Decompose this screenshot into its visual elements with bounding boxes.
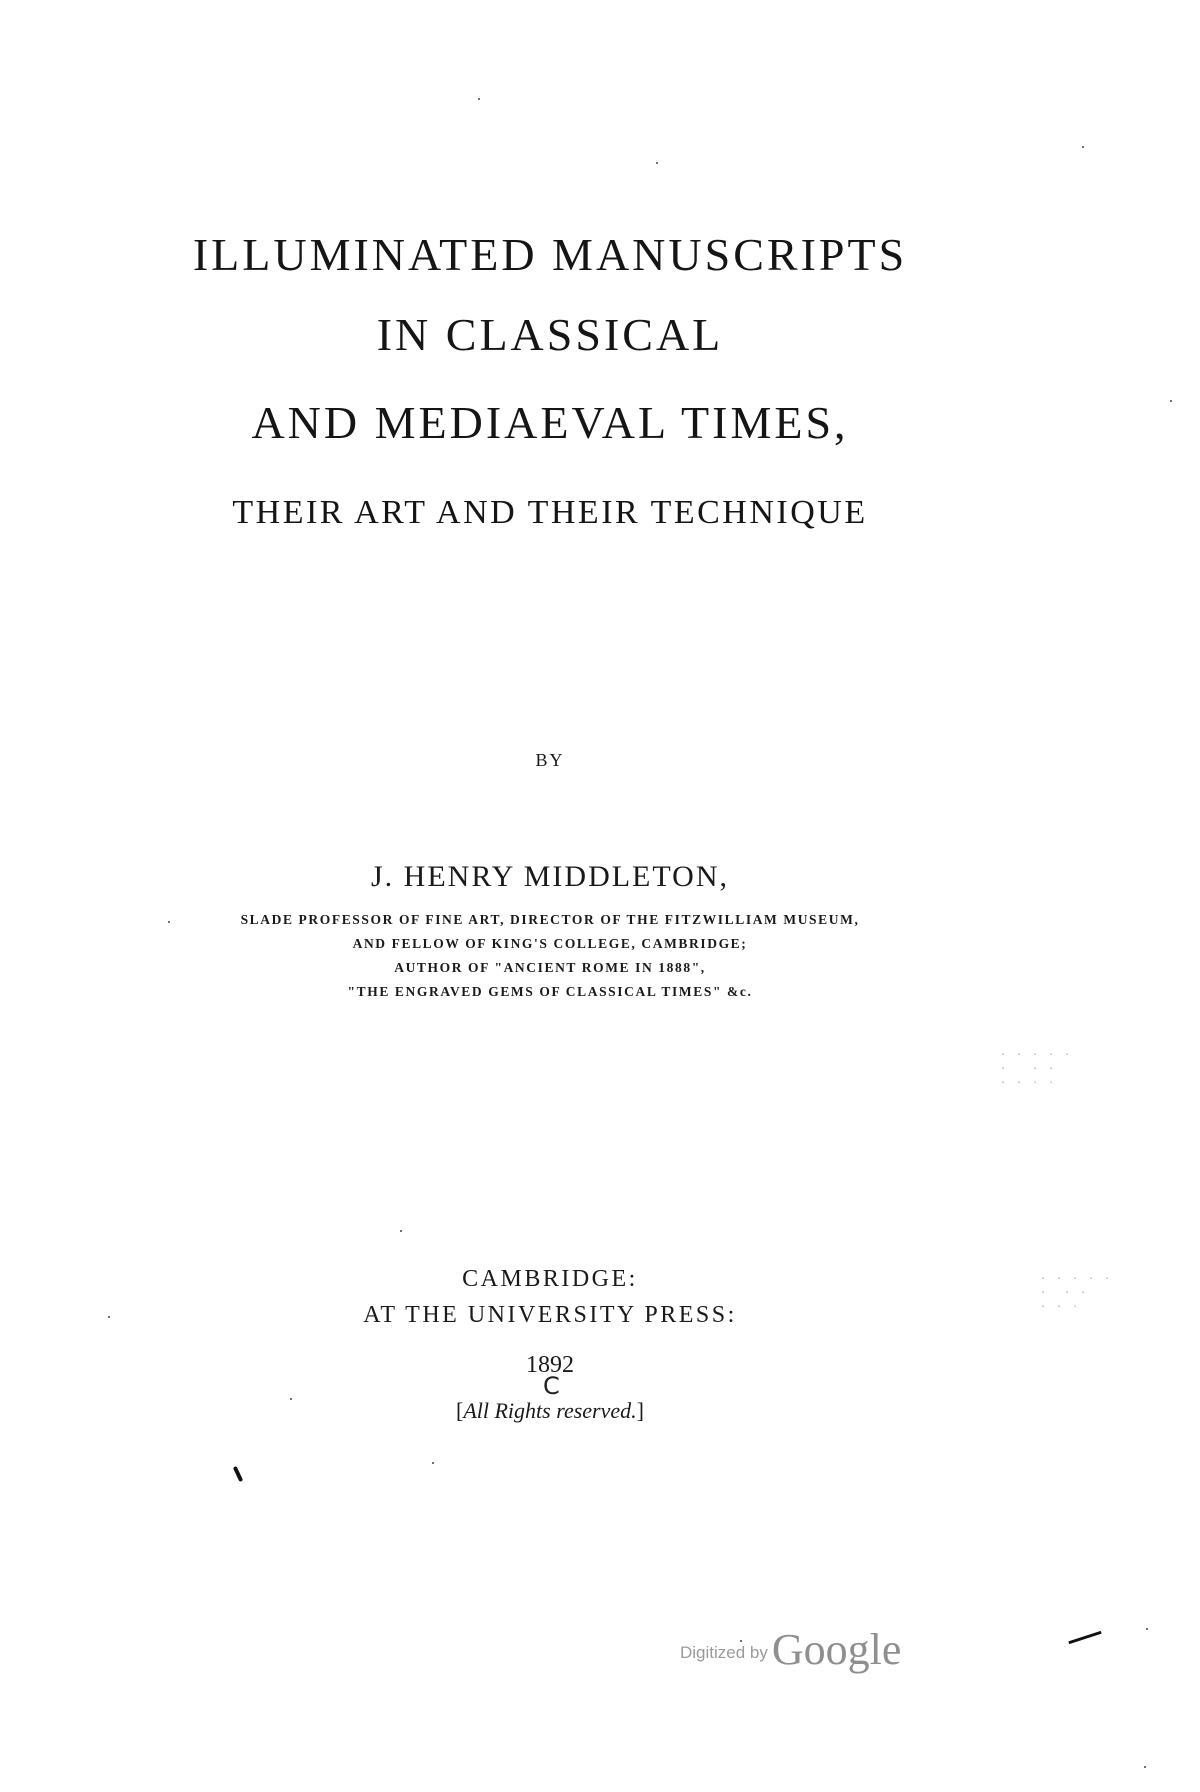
credentials-line-3: AUTHOR OF "ANCIENT ROME IN 1888", (394, 960, 706, 975)
imprint-publisher: AT THE UNIVERSITY PRESS: (363, 1302, 737, 1328)
credentials-line-1: SLADE PROFESSOR OF FINE ART, DIRECTOR OF THE FITZWILLIAM MUSEUM, (240, 912, 860, 927)
subtitle-line: THEIR ART AND THEIR TECHNIQUE (232, 494, 868, 531)
title-line-3: AND MEDIAEVAL TIMES, (251, 397, 849, 448)
scan-speck (1144, 1766, 1146, 1768)
scan-speck (168, 921, 170, 923)
rights-notice (0, 1398, 1100, 1424)
scan-dot-cluster: . . . . . . . . . . . . (1000, 1047, 1073, 1086)
scan-speck (290, 1398, 292, 1400)
scan-speck (108, 1316, 110, 1318)
imprint-year: 1892 (526, 1352, 574, 1378)
scan-dot-cluster: . . . . . . . . . . . (1040, 1271, 1113, 1310)
credentials-line-2: AND FELLOW OF KING'S COLLEGE, CAMBRIDGE; (352, 936, 748, 951)
scan-speck (656, 162, 658, 164)
scan-speck (1170, 400, 1172, 402)
google-logo: Google (771, 1625, 902, 1674)
scan-speck (1146, 1628, 1148, 1630)
handwritten-annotation: C (543, 1372, 560, 1400)
title-line-2: IN CLASSICAL (376, 309, 724, 360)
rights-text: All Rights reserved. (463, 1398, 637, 1423)
scan-speck (400, 1230, 402, 1232)
author-name: J. HENRY MIDDLETON, (371, 860, 729, 893)
digitized-by-label: Digitized by (680, 1643, 768, 1662)
corner-ink-stroke (1068, 1631, 1101, 1644)
scan-speck (432, 1462, 434, 1464)
digitized-watermark (680, 1624, 901, 1675)
title-line-1: ILLUMINATED MANUSCRIPTS (192, 229, 908, 280)
rights-bracket-open: [ (456, 1398, 464, 1423)
imprint-place: CAMBRIDGE: (462, 1266, 638, 1292)
credentials-line-4: "THE ENGRAVED GEMS OF CLASSICAL TIMES" &c. (347, 984, 753, 999)
rights-bracket-close: ] (636, 1398, 644, 1423)
scan-speck (478, 98, 480, 100)
by-label: BY (535, 750, 565, 770)
scan-speck (1082, 146, 1084, 148)
ink-mark (233, 1466, 243, 1482)
